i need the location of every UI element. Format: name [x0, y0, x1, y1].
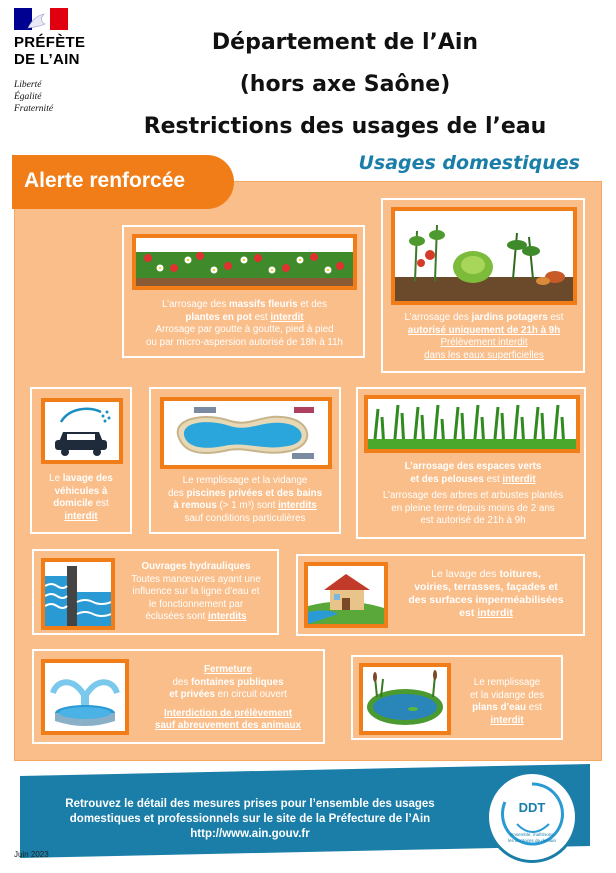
- garden-watering-text: L’arrosage des jardins potagers est autorisé uniquement de 21h à 9h Prélèvement interdit dans les eaux superficielles: [404, 312, 564, 361]
- dam-lock-icon: [41, 558, 115, 630]
- lawn-grass-image: [364, 395, 580, 453]
- card-fountains: [32, 649, 325, 744]
- footer-info-text: Retrouvez le détail des mesures prises pour l’ensemble des usages domestiques et professionnels sur le site de la Préfecture de l’Ain http://www.ain.gouv.fr: [65, 798, 435, 840]
- alert-level-badge: Alerte renforcée: [12, 155, 234, 209]
- pools-text: Le remplissage et la vidange des piscines privées et des bains à remous (> 1 m³) sont interdits sauf conditions particulières: [167, 475, 323, 524]
- card-roof-washing: [296, 554, 585, 636]
- prefecture-website-link[interactable]: http://www.ain.gouv.fr: [190, 828, 310, 840]
- prefecture-name-line1: PRÉFÈTE: [14, 34, 86, 51]
- card-ponds: [351, 655, 563, 740]
- motto-liberte: Liberté: [14, 80, 42, 90]
- status-hydraulic: interdits: [207, 611, 247, 622]
- lawns-text: L’arrosage des espaces verts et des pelouses est interdit L’arrosage des arbres et arbustes plantés en pleine terre depuis moins de 2 ans est autorisé de 21h à 9h: [382, 461, 564, 526]
- prefecture-name-line2: DE L’AIN: [14, 51, 80, 68]
- status-lawns: interdit: [502, 473, 536, 485]
- usage-category: Usages domestiques: [358, 152, 580, 174]
- hydraulic-works-text: Ouvrages hydrauliques Toutes manœuvres ayant une influence sur la ligne d’eau et le fonctionnement par éclusées sont interdits: [131, 561, 261, 622]
- motto-egalite: Égalité: [14, 92, 42, 102]
- status-vehicles: interdit: [64, 510, 98, 522]
- roof-washing-text: Le lavage des toitures, voiries, terrasses, façades et des surfaces imperméabilisées est interdit: [408, 568, 564, 619]
- flower-watering-text: L’arrosage des massifs fleuris et des plantes en pot est interdit Arrosage par goutte à goutte, pied à pied ou par micro-aspersion autorisé de 18h à 11h: [146, 299, 343, 348]
- car-wash-icon: [41, 398, 123, 464]
- page-title-line3: Restrictions des usages de l’eau: [143, 114, 547, 139]
- status-pools: interdits: [278, 500, 317, 511]
- fountains-text: Fermeture des fontaines publiques et privées en circuit ouvert Interdiction de prélèvement sauf abreuvement des animaux: [155, 664, 301, 731]
- ddt-logo-caption: Ensemble, maîtrisons les territoires de demain: [507, 832, 557, 843]
- pond-icon: [359, 663, 451, 735]
- vehicle-washing-text: Le lavage des véhicules à domicile est interdit: [49, 473, 113, 522]
- ddt-logo-text: DDT: [518, 800, 546, 815]
- fountain-icon: [41, 659, 129, 735]
- status-garden: autorisé uniquement de 21h à 9h: [407, 324, 561, 336]
- house-roof-icon: [304, 562, 388, 628]
- vegetable-garden-image: [391, 207, 577, 305]
- status-ponds: interdit: [490, 714, 524, 726]
- card-vehicle-washing: [30, 387, 132, 534]
- ddt-logo: [486, 771, 578, 863]
- card-flower-watering: [122, 225, 365, 358]
- card-vegetable-garden: [381, 198, 585, 373]
- status-roofs: interdit: [477, 607, 513, 619]
- motto-fraternite: Fraternité: [14, 104, 54, 114]
- flowerbed-image: [132, 234, 357, 290]
- swimming-pool-image: [160, 397, 332, 469]
- publication-date: Juin 2023: [14, 850, 49, 859]
- page-title-line2: (hors axe Saône): [239, 72, 451, 97]
- marianne-logo-flag: [14, 8, 68, 30]
- card-private-pools: [149, 387, 341, 534]
- card-hydraulic-works: [32, 549, 279, 635]
- ponds-text: Le remplissage et la vidange des plans d’eau est interdit: [469, 677, 545, 726]
- page-title-line1: Département de l’Ain: [211, 30, 479, 55]
- card-green-spaces: [356, 387, 586, 539]
- status-flowers: interdit: [270, 311, 304, 323]
